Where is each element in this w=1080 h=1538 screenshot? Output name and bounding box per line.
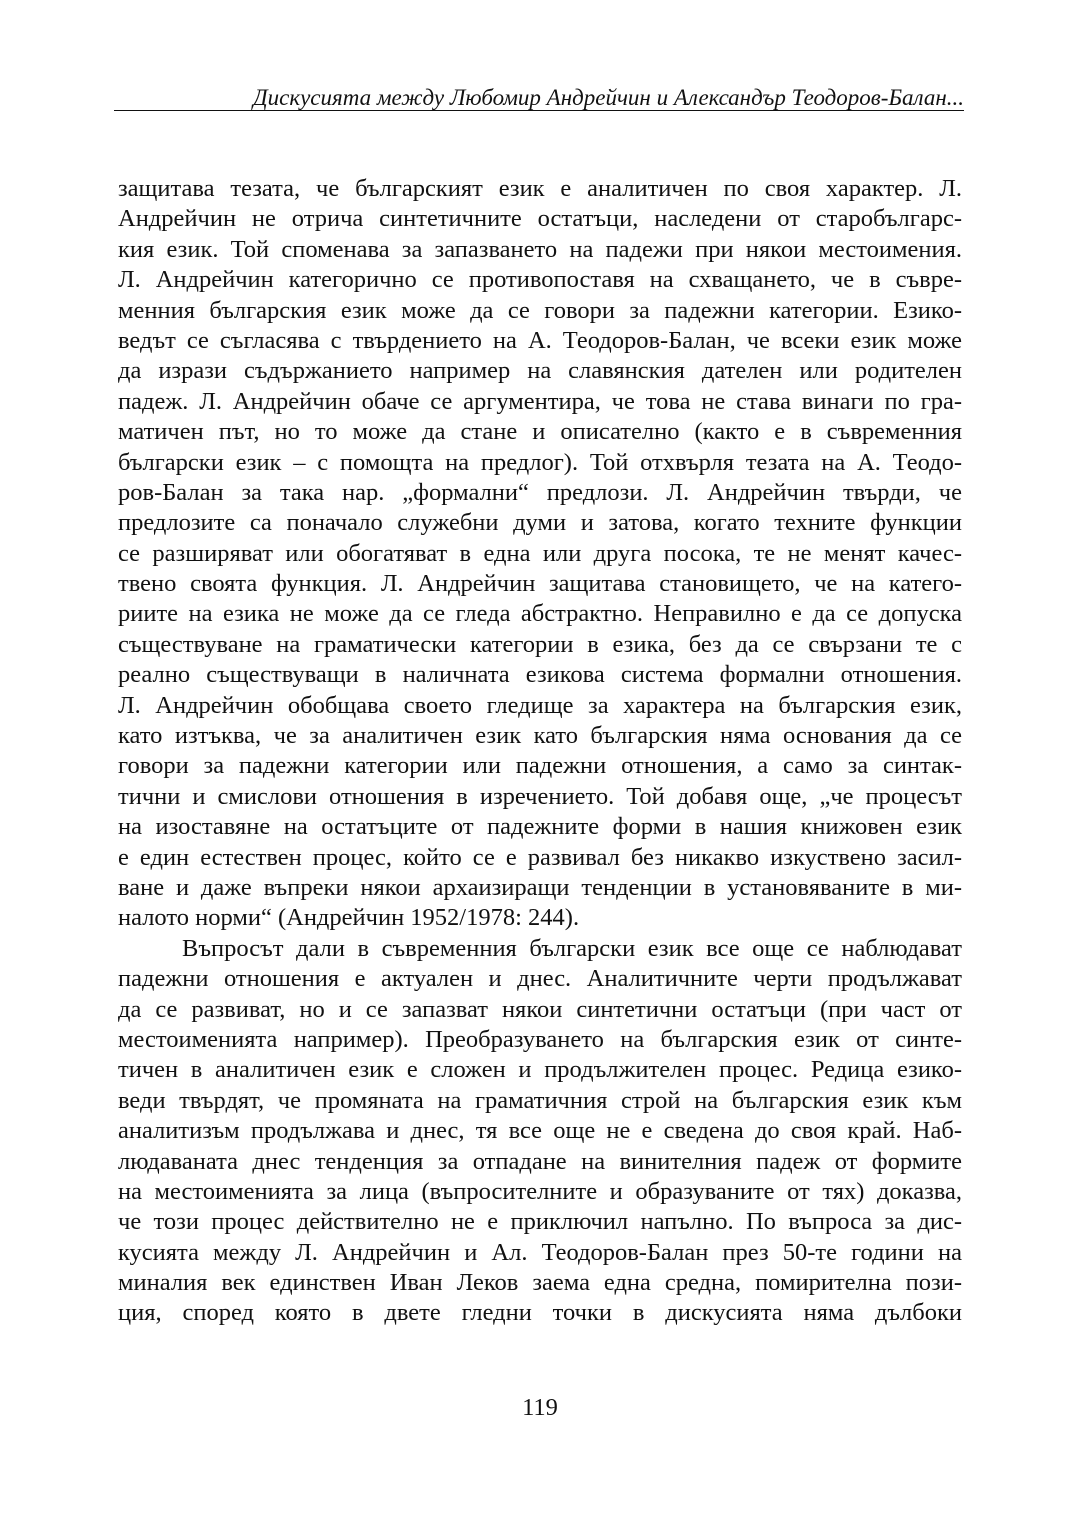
- page-number: 119: [522, 1394, 558, 1421]
- text-line: е един естествен процес, който се е развивал без никакво изкуствено засил-: [118, 843, 962, 871]
- text-line: на изоставяне на остатъците от падежните форми в нашия книжовен език: [118, 813, 962, 841]
- text-line: да изрази съдържанието например на славянския дателен или родителен: [118, 357, 962, 385]
- body-text: [118, 174, 962, 1329]
- text-line: Л. Андрейчин категорично се противопоставя на схващането, че в съвре-: [118, 266, 962, 294]
- text-line: че този процес действително не е приключил напълно. По въпроса за дис-: [118, 1208, 962, 1236]
- text-line: налото норми“ (Андрейчин 1952/1978: 244).: [118, 904, 580, 932]
- text-line: кусията между Л. Андрейчин и Ал. Теодоров-Балан през 50-те години на: [118, 1238, 962, 1266]
- text-line: тични и смислови отношения в изречението. Той добавя още, „че процесът: [118, 782, 962, 810]
- text-line: на местоименията за лица (въпросителните и образуваните от тях) доказва,: [118, 1177, 962, 1205]
- paragraph-2: [118, 934, 962, 1329]
- text-line: веди твърдят, че промяната на граматичния строй на българския език към: [118, 1086, 962, 1114]
- text-line: падеж. Л. Андрейчин обаче се аргументира, че това не става винаги по гра-: [118, 387, 962, 415]
- text-line: да се развиват, но и се запазват някои синтетични остатъци (при част от: [118, 995, 962, 1023]
- text-line: риите на езика не може да се гледа абстрактно. Неправилно е да се допуска: [118, 600, 962, 628]
- text-line: Л. Андрейчин обобщава своето гледище за характера на българския език,: [118, 691, 962, 719]
- text-line: матичен път, но то може да стане и описателно (както е в съвременния: [118, 418, 962, 446]
- text-line: Въпросът дали в съвременния български език все още се наблюдават: [182, 934, 962, 962]
- text-line: защитава тезата, че българският език е аналитичен по своя характер. Л.: [118, 175, 962, 202]
- text-line: падежни отношения е актуален и днес. Аналитичните черти продължават: [118, 965, 962, 993]
- text-line: аналитизъм продължава и днес, тя все още не е сведена до своя край. Наб-: [118, 1117, 962, 1145]
- text-line: Андрейчин не отрича синтетичните остатъци, наследени от старобългарс-: [118, 205, 962, 233]
- text-line: съществуване на граматически категории в езика, без да се свързани те с: [118, 630, 962, 658]
- text-line: реално съществуващи в наличната езикова система формални отношения.: [118, 661, 962, 689]
- text-line: миналия век единствен Иван Леков заема една средна, помирителна пози-: [118, 1269, 962, 1297]
- text-line: ров-Балан за така нар. „формални“ предлози. Л. Андрейчин твърди, че: [118, 478, 962, 506]
- text-line: тичен в аналитичен език е сложен и продължителен процес. Редица езико-: [118, 1056, 962, 1084]
- header-rule: [114, 110, 964, 111]
- text-line: ване и даже въпреки някои архаизиращи тенденции в установяваните в ми-: [118, 873, 962, 901]
- text-line: български език – с помощта на предлог). Той отхвърля тезата на А. Теодо-: [118, 448, 962, 476]
- text-line: говори за падежни категории или падежни отношения, а само за синтак-: [118, 752, 962, 780]
- text-line: предлозите са поначало служебни думи и затова, когато техните функции: [118, 509, 962, 537]
- text-line: людаваната днес тенденция за отпадане на винителния падеж от формите: [118, 1147, 962, 1175]
- paragraph-1: [118, 174, 962, 934]
- text-line: се разширяват или обогатяват в една или друга посока, те не менят качес-: [118, 539, 962, 567]
- running-header-title: Дискусията между Любомир Андрейчин и Александър Теодоров-Балан...: [252, 85, 964, 110]
- text-line: ция, според която в двете гледни точки в дискусията няма дълбоки: [118, 1299, 962, 1327]
- text-line: менния българския език може да се говори за падежни категории. Езико-: [118, 296, 962, 324]
- text-line: ведът се съгласява с твърдението на А. Теодоров-Балан, че всеки език може: [118, 326, 962, 354]
- text-line: местоименията например). Преобразуването на българския език от синте-: [118, 1025, 962, 1053]
- text-line: като изтъква, че за аналитичен език като българския няма основания да се: [118, 722, 962, 750]
- text-line: кия език. Той споменава за запазването на падежи при някои местоимения.: [118, 235, 962, 263]
- text-line: твено своята функция. Л. Андрейчин защитава становището, че на катего-: [118, 570, 962, 598]
